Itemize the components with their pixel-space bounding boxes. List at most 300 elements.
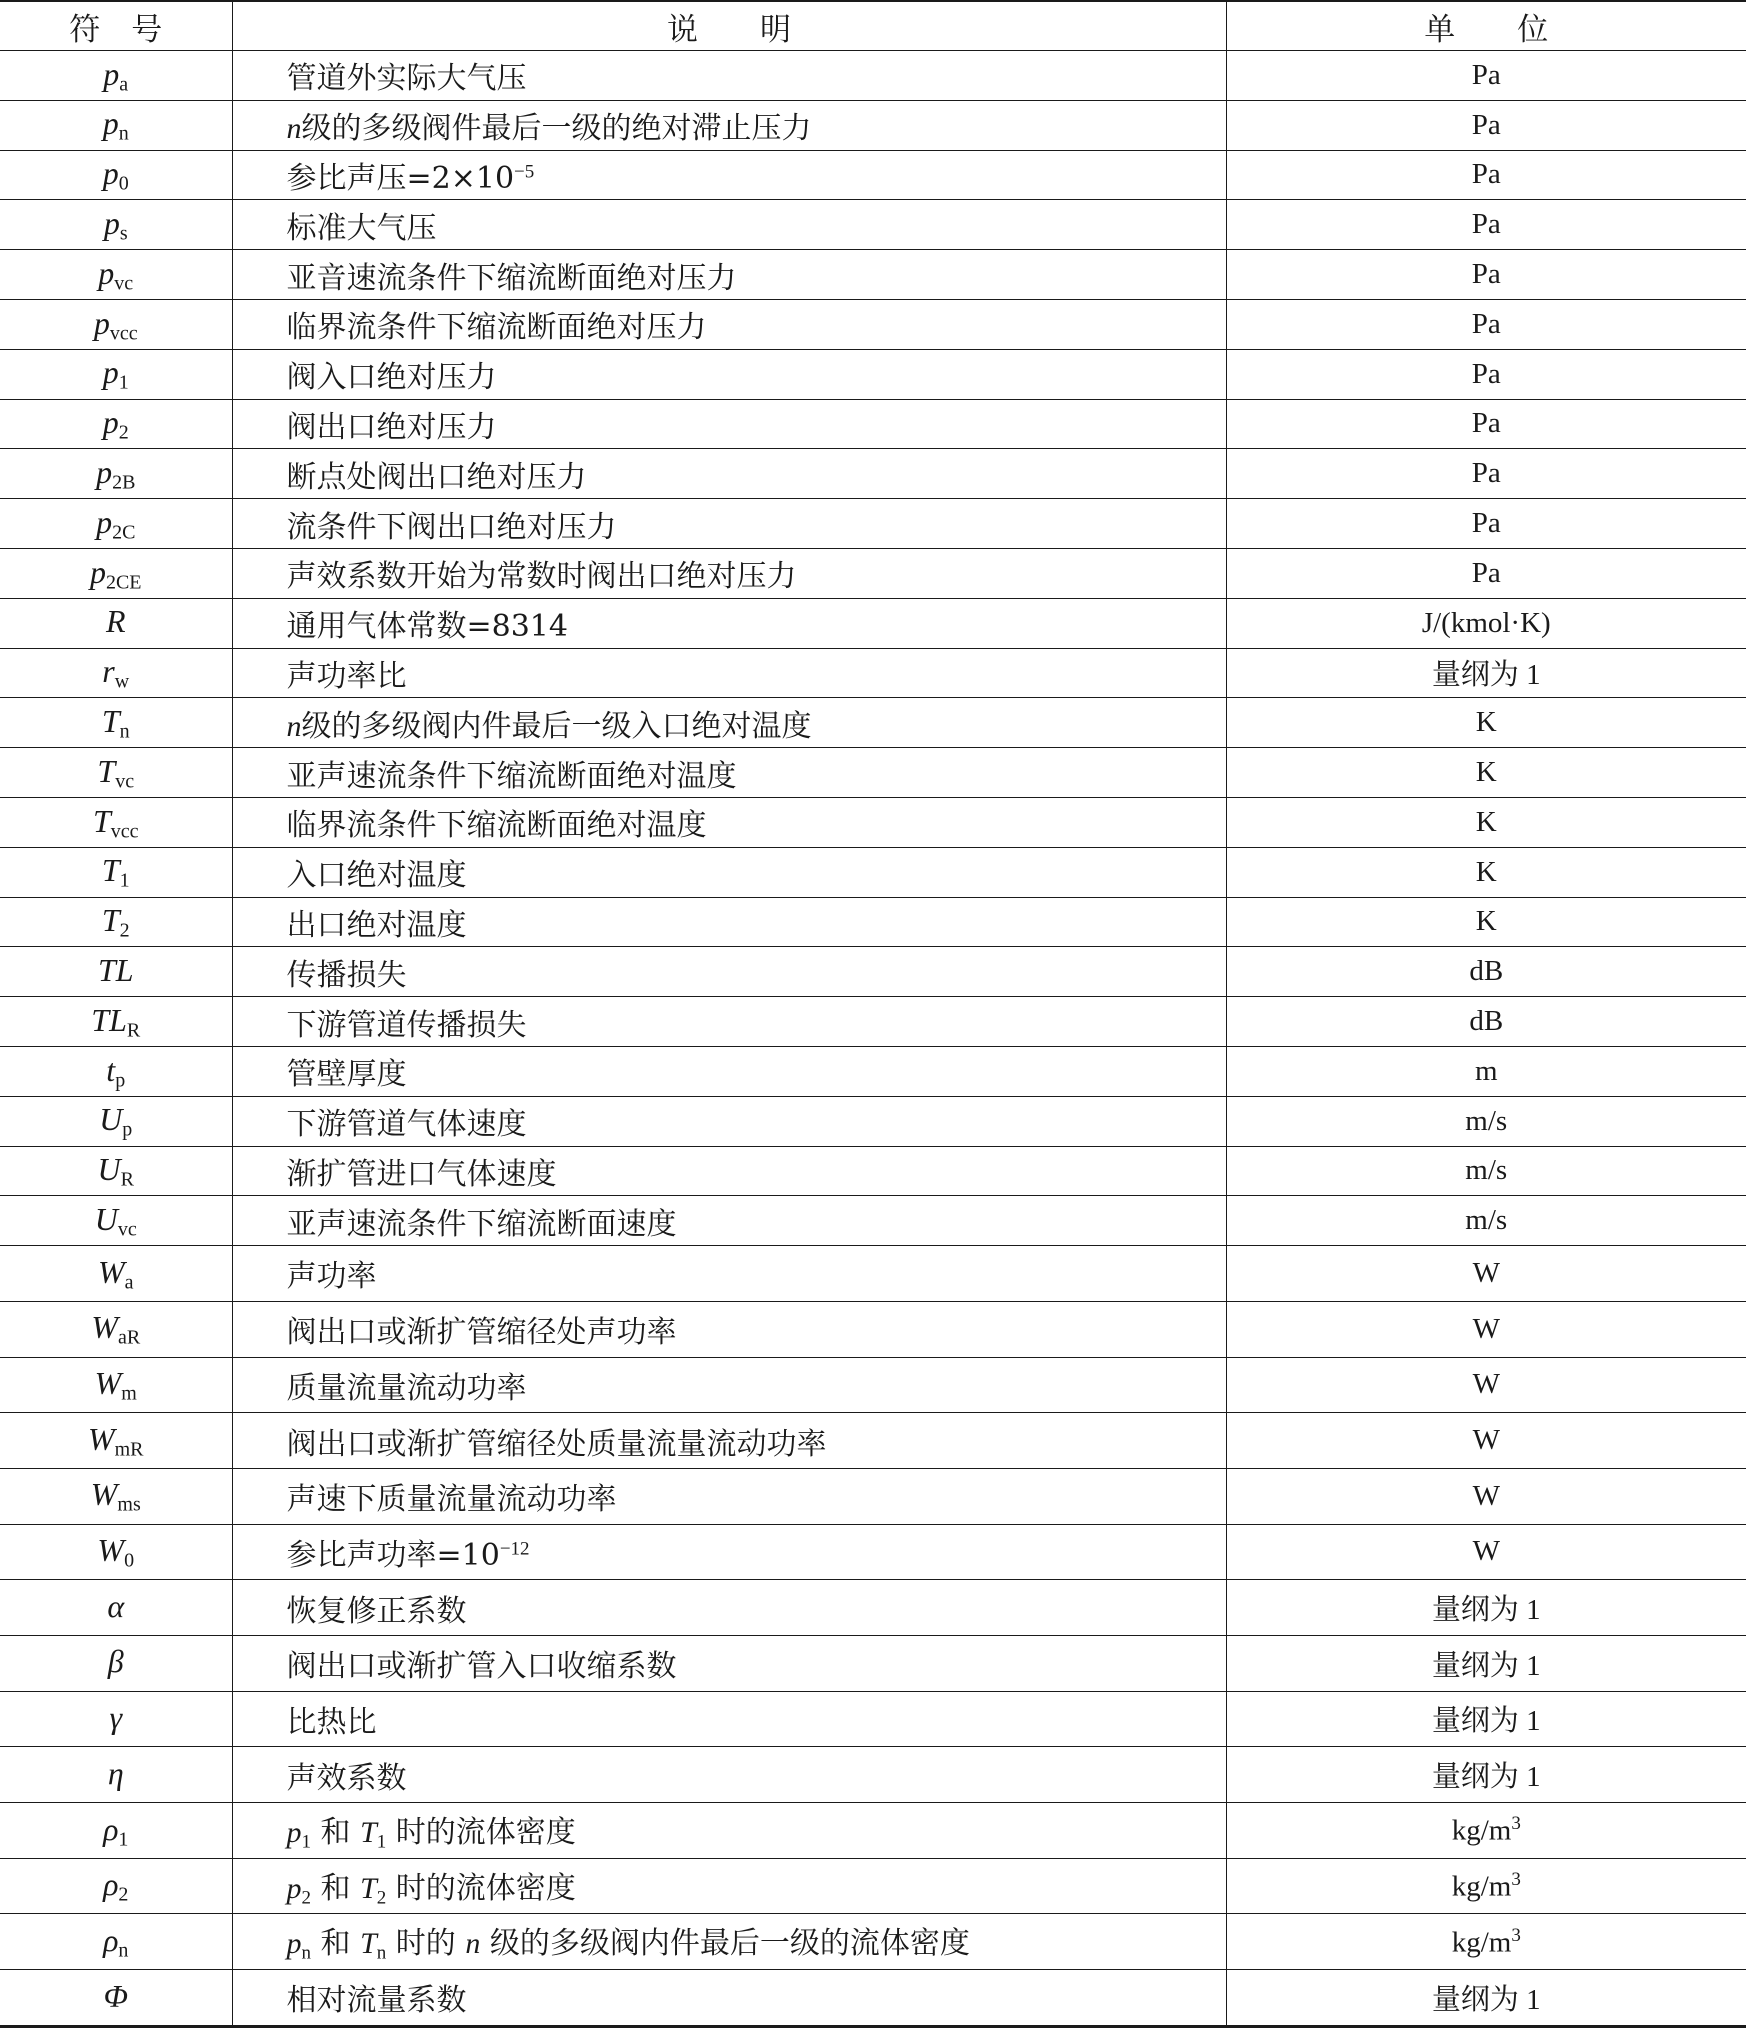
description-text: 阀入口绝对压力	[286, 360, 497, 396]
symbol-subscript: mR	[114, 1438, 144, 1461]
unit-cell	[1226, 1357, 1746, 1413]
description-cell	[232, 1858, 1226, 1914]
unit-text: K	[1475, 756, 1497, 789]
description-text: 亚声速流条件下缩流断面绝对温度	[286, 758, 737, 794]
description-cell	[232, 598, 1226, 648]
table-row	[0, 1914, 1746, 1970]
symbol-base: p	[102, 404, 119, 441]
symbol-subscript: m	[121, 1382, 137, 1405]
symbol-subscript: a	[124, 1271, 134, 1294]
symbol-base: p	[103, 204, 120, 241]
symbol-cell	[0, 150, 232, 200]
unit-text: kg/m	[1451, 1925, 1512, 1958]
unit-cell	[1226, 598, 1746, 648]
unit-cell	[1226, 1691, 1746, 1747]
description-text: 传播损失	[286, 957, 407, 993]
symbol-cell	[0, 299, 232, 349]
symbol-cell	[0, 797, 232, 847]
symbol-subscript: 1	[119, 869, 130, 892]
description-cell	[232, 1146, 1226, 1196]
description-text: 2	[376, 1887, 387, 1909]
table-row	[0, 1301, 1746, 1357]
symbol-cell	[0, 1196, 232, 1246]
unit-cell	[1226, 1970, 1746, 2027]
description-text: 1	[301, 1831, 311, 1853]
unit-text: W	[1472, 1479, 1500, 1512]
symbol-base: η	[107, 1754, 124, 1791]
symbol-cell	[0, 1301, 232, 1357]
unit-text: m/s	[1465, 1104, 1508, 1137]
symbol-base: p	[98, 254, 115, 291]
symbol-base: ρ	[103, 1921, 119, 1958]
symbol-base: p	[93, 304, 110, 341]
unit-text: K	[1475, 905, 1497, 938]
description-text: 恢复修正系数	[286, 1593, 467, 1629]
unit-cell	[1226, 1914, 1746, 1970]
unit-text: J/(kmol·K)	[1421, 606, 1551, 639]
unit-text: W	[1472, 1312, 1500, 1345]
description-cell	[232, 947, 1226, 997]
table-row	[0, 698, 1746, 748]
symbol-cell	[0, 548, 232, 598]
description-text: −5	[514, 161, 535, 183]
symbol-cell	[0, 947, 232, 997]
description-text: 1	[376, 1831, 387, 1853]
description-text: 和	[311, 1870, 361, 1906]
description-text: p	[286, 1871, 302, 1905]
description-cell	[232, 399, 1226, 449]
symbol-base: TL	[97, 951, 134, 988]
description-cell	[232, 51, 1226, 101]
unit-text: K	[1475, 706, 1497, 739]
unit-text: 量纲为 1	[1431, 1594, 1541, 1627]
symbol-subscript: vcc	[109, 322, 138, 345]
symbol-base: U	[99, 1101, 123, 1138]
description-cell	[232, 1914, 1226, 1970]
symbol-cell	[0, 1803, 232, 1859]
table-row	[0, 847, 1746, 897]
table-row	[0, 1524, 1746, 1580]
symbol-base: ρ	[103, 1866, 119, 1903]
unit-text: Pa	[1471, 258, 1501, 291]
symbol-cell	[0, 1146, 232, 1196]
symbol-base: T	[97, 752, 116, 789]
unit-text: Pa	[1471, 457, 1501, 490]
header-symbol: 符 号	[0, 1, 232, 51]
unit-cell	[1226, 1803, 1746, 1859]
description-cell	[232, 449, 1226, 499]
table-row	[0, 1747, 1746, 1803]
description-cell	[232, 1747, 1226, 1803]
unit-cell	[1226, 1146, 1746, 1196]
description-text: n	[301, 1943, 311, 1965]
unit-text: 量纲为 1	[1431, 1983, 1541, 2016]
unit-text: kg/m	[1451, 1870, 1512, 1903]
table-row	[0, 1146, 1746, 1196]
description-text: 和	[311, 1926, 361, 1962]
unit-text: Pa	[1471, 357, 1501, 390]
unit-text: m/s	[1465, 1204, 1508, 1237]
unit-text: Pa	[1471, 158, 1501, 191]
symbol-cell	[0, 51, 232, 101]
symbol-base: T	[101, 702, 120, 739]
symbol-cell	[0, 1468, 232, 1524]
description-cell	[232, 1096, 1226, 1146]
unit-cell	[1226, 100, 1746, 150]
description-text: 级的多级阀件最后一级的绝对滞止压力	[301, 111, 812, 147]
symbol-subscript: vc	[115, 770, 135, 793]
table-row	[0, 598, 1746, 648]
description-cell	[232, 997, 1226, 1047]
symbol-base: T	[92, 802, 111, 839]
unit-cell	[1226, 250, 1746, 300]
symbol-subscript: R	[126, 1019, 141, 1042]
unit-text: Pa	[1471, 507, 1501, 540]
symbol-cell	[0, 449, 232, 499]
symbol-subscript: n	[118, 1939, 129, 1962]
table-row	[0, 997, 1746, 1047]
description-text: 通用气体常数=8314	[286, 609, 568, 645]
unit-cell	[1226, 548, 1746, 598]
description-cell	[232, 1196, 1226, 1246]
description-cell	[232, 1046, 1226, 1096]
description-text: n	[465, 1927, 481, 1961]
symbol-base: p	[89, 553, 106, 590]
symbol-cell	[0, 897, 232, 947]
symbol-cell	[0, 1970, 232, 2027]
symbol-base: α	[107, 1587, 125, 1624]
unit-text: 量纲为 1	[1431, 659, 1541, 692]
table-row	[0, 1580, 1746, 1636]
symbol-cell	[0, 399, 232, 449]
description-text: 比热比	[286, 1704, 377, 1740]
description-text: 时的流体密度	[386, 1815, 576, 1850]
table-row	[0, 200, 1746, 250]
unit-cell	[1226, 399, 1746, 449]
unit-cell	[1226, 1747, 1746, 1803]
symbol-subscript: vc	[117, 1218, 137, 1241]
description-text: 管道外实际大气压	[286, 61, 527, 97]
unit-cell	[1226, 499, 1746, 549]
description-text: 2	[301, 1887, 311, 1909]
unit-text: W	[1472, 1424, 1500, 1457]
unit-cell	[1226, 1301, 1746, 1357]
symbol-cell	[0, 648, 232, 698]
description-text: 阀出口绝对压力	[286, 409, 497, 445]
symbol-subscript: s	[119, 222, 128, 245]
symbol-base: p	[102, 354, 119, 391]
description-cell	[232, 1413, 1226, 1469]
symbol-cell	[0, 1914, 232, 1970]
description-text: 声功率比	[286, 658, 407, 694]
description-text: 质量流量流动功率	[286, 1370, 527, 1406]
table-row	[0, 1196, 1746, 1246]
symbol-base: r	[102, 653, 115, 690]
unit-text: W	[1472, 1256, 1500, 1289]
description-text: T	[360, 1816, 377, 1849]
symbol-base: p	[102, 155, 119, 192]
unit-text: W	[1472, 1368, 1500, 1401]
description-cell	[232, 1970, 1226, 2027]
unit-cell	[1226, 299, 1746, 349]
description-text: 声效系数开始为常数时阀出口绝对压力	[286, 559, 797, 595]
symbol-base: U	[94, 1200, 118, 1237]
description-cell	[232, 1580, 1226, 1636]
symbol-cell	[0, 997, 232, 1047]
symbol-cell	[0, 1413, 232, 1469]
table-row	[0, 748, 1746, 798]
symbol-cell	[0, 1580, 232, 1636]
unit-cell	[1226, 648, 1746, 698]
description-cell	[232, 797, 1226, 847]
table-row	[0, 648, 1746, 698]
symbol-cell	[0, 1635, 232, 1691]
symbol-subscript: 2CE	[105, 571, 142, 594]
table-body	[0, 51, 1746, 2027]
symbol-cell	[0, 100, 232, 150]
description-text: n	[286, 112, 302, 146]
description-cell	[232, 1524, 1226, 1580]
symbol-base: T	[101, 852, 120, 889]
unit-text: m	[1474, 1054, 1498, 1087]
unit-cell	[1226, 1635, 1746, 1691]
unit-text: dB	[1469, 1005, 1504, 1038]
symbol-subscript: p	[115, 1069, 126, 1092]
description-text: 参比声功率=10	[286, 1537, 500, 1573]
unit-text: K	[1475, 805, 1497, 838]
table-row	[0, 1096, 1746, 1146]
description-cell	[232, 349, 1226, 399]
description-text: 声功率	[286, 1259, 377, 1295]
description-text: 级的多级阀内件最后一级的流体密度	[480, 1926, 970, 1962]
unit-cell	[1226, 1096, 1746, 1146]
description-cell	[232, 897, 1226, 947]
symbol-cell	[0, 250, 232, 300]
table-row	[0, 449, 1746, 499]
description-text: n	[286, 709, 302, 743]
description-text: 相对流量系数	[286, 1983, 467, 2019]
description-cell	[232, 499, 1226, 549]
unit-cell	[1226, 449, 1746, 499]
unit-cell	[1226, 797, 1746, 847]
symbol-base: U	[97, 1151, 121, 1188]
symbol-subscript: w	[114, 670, 130, 693]
symbol-base: TL	[91, 1001, 127, 1038]
table-row	[0, 1046, 1746, 1096]
table-row	[0, 548, 1746, 598]
description-cell	[232, 100, 1226, 150]
description-text: 级的多级阀内件最后一级入口绝对温度	[301, 708, 812, 744]
unit-text: 量纲为 1	[1431, 1761, 1541, 1794]
description-text: T	[360, 1927, 377, 1961]
description-cell	[232, 299, 1226, 349]
description-cell	[232, 648, 1226, 698]
description-cell	[232, 748, 1226, 798]
symbol-base: T	[101, 902, 120, 939]
symbol-subscript: aR	[117, 1326, 141, 1349]
symbol-subscript: 2	[118, 421, 129, 444]
description-cell	[232, 847, 1226, 897]
symbol-cell	[0, 598, 232, 648]
unit-cell	[1226, 847, 1746, 897]
table-row	[0, 1691, 1746, 1747]
table-row	[0, 1468, 1746, 1524]
description-text: 时的	[386, 1926, 466, 1962]
symbol-cell	[0, 748, 232, 798]
table-row	[0, 1803, 1746, 1859]
description-cell	[232, 1691, 1226, 1747]
description-text: 临界流条件下缩流断面绝对温度	[286, 808, 707, 844]
symbol-base: W	[91, 1309, 118, 1346]
table-row	[0, 1413, 1746, 1469]
description-text: 断点处阀出口绝对压力	[286, 459, 587, 495]
symbol-subscript: n	[119, 720, 130, 743]
symbol-base: W	[87, 1420, 115, 1457]
symbol-subscript: ms	[117, 1494, 141, 1517]
description-text: 阀出口或渐扩管缩径处质量流量流动功率	[286, 1426, 827, 1462]
symbol-subscript: 2C	[112, 521, 136, 544]
description-text: 参比声压=2×10	[286, 160, 515, 196]
unit-cell	[1226, 349, 1746, 399]
unit-text: 3	[1511, 1813, 1521, 1835]
symbol-subscript: 2	[118, 1883, 129, 1906]
description-cell	[232, 548, 1226, 598]
description-text: 亚声速流条件下缩流断面速度	[286, 1206, 677, 1242]
description-cell	[232, 1301, 1226, 1357]
symbol-cell	[0, 499, 232, 549]
description-cell	[232, 1635, 1226, 1691]
unit-cell	[1226, 51, 1746, 101]
description-text: 流条件下阀出口绝对压力	[286, 509, 617, 545]
unit-cell	[1226, 997, 1746, 1047]
unit-text: Pa	[1471, 208, 1501, 241]
description-text: 标准大气压	[286, 210, 437, 246]
table-row	[0, 51, 1746, 101]
table-row	[0, 250, 1746, 300]
symbol-cell	[0, 847, 232, 897]
table-row	[0, 897, 1746, 947]
symbol-base: p	[96, 453, 113, 490]
symbol-subscript: vc	[114, 272, 134, 295]
unit-text: dB	[1469, 955, 1504, 988]
unit-text: Pa	[1471, 307, 1501, 340]
symbol-base: Φ	[103, 1977, 128, 2014]
table-row	[0, 1858, 1746, 1914]
unit-cell	[1226, 150, 1746, 200]
table-row	[0, 100, 1746, 150]
table-row	[0, 150, 1746, 200]
description-cell	[232, 1803, 1226, 1859]
description-text: 下游管道传播损失	[286, 1007, 527, 1043]
symbol-cell	[0, 1858, 232, 1914]
symbol-cell	[0, 1524, 232, 1580]
symbol-base: W	[97, 1532, 125, 1569]
table-header-row	[0, 1, 1746, 51]
symbol-base: β	[107, 1643, 124, 1680]
unit-cell	[1226, 1858, 1746, 1914]
symbol-base: γ	[109, 1699, 123, 1736]
description-cell	[232, 200, 1226, 250]
symbol-cell	[0, 1357, 232, 1413]
unit-text: W	[1472, 1535, 1500, 1568]
table-row	[0, 1357, 1746, 1413]
description-text: p	[286, 1927, 302, 1961]
description-text: −12	[499, 1538, 530, 1560]
description-text: n	[376, 1943, 387, 1965]
unit-text: 3	[1511, 1924, 1521, 1946]
unit-cell	[1226, 1046, 1746, 1096]
unit-cell	[1226, 947, 1746, 997]
symbol-subscript: n	[118, 122, 129, 145]
unit-cell	[1226, 1468, 1746, 1524]
description-text: 阀出口或渐扩管入口收缩系数	[286, 1649, 677, 1685]
table-row	[0, 499, 1746, 549]
table-row	[0, 399, 1746, 449]
symbol-subscript: R	[120, 1168, 134, 1191]
unit-cell	[1226, 200, 1746, 250]
description-cell	[232, 250, 1226, 300]
table-row	[0, 797, 1746, 847]
symbol-subscript: vcc	[110, 820, 139, 843]
symbol-subscript: 1	[118, 1828, 129, 1851]
description-text: 下游管道气体速度	[286, 1107, 527, 1143]
unit-text: Pa	[1471, 407, 1501, 440]
symbol-subscript: 1	[118, 371, 129, 394]
unit-cell	[1226, 748, 1746, 798]
unit-text: 量纲为 1	[1431, 1649, 1541, 1682]
description-text: 临界流条件下缩流断面绝对压力	[286, 310, 707, 346]
description-text: 阀出口或渐扩管缩径处声功率	[286, 1315, 677, 1351]
symbol-subscript: 2B	[112, 471, 136, 494]
table-row	[0, 1635, 1746, 1691]
symbol-base: R	[105, 603, 126, 640]
symbol-cell	[0, 1246, 232, 1302]
unit-text: Pa	[1471, 108, 1501, 141]
description-text: 声效系数	[286, 1760, 407, 1796]
description-text: 和	[311, 1815, 361, 1850]
unit-cell	[1226, 1413, 1746, 1469]
unit-text: 3	[1511, 1868, 1521, 1890]
description-cell	[232, 1357, 1226, 1413]
table-row	[0, 299, 1746, 349]
symbol-subscript: 0	[118, 172, 129, 195]
description-cell	[232, 150, 1226, 200]
description-cell	[232, 1468, 1226, 1524]
symbol-base: ρ	[103, 1810, 119, 1847]
table-row	[0, 947, 1746, 997]
description-text: 入口绝对温度	[286, 858, 467, 894]
unit-text: Pa	[1471, 556, 1501, 589]
symbol-subscript: a	[119, 73, 129, 96]
symbol-subscript: p	[122, 1118, 133, 1141]
symbol-base: p	[96, 503, 113, 540]
table-row	[0, 1246, 1746, 1302]
description-text: 管壁厚度	[286, 1057, 407, 1093]
description-text: p	[286, 1816, 302, 1849]
unit-text: K	[1475, 855, 1497, 888]
symbol-cell	[0, 1747, 232, 1803]
description-text: 声速下质量流量流动功率	[286, 1482, 617, 1518]
symbol-cell	[0, 1046, 232, 1096]
description-text: 出口绝对温度	[286, 907, 467, 943]
symbol-base: W	[94, 1365, 122, 1402]
description-text: T	[360, 1871, 377, 1905]
symbol-base: W	[90, 1476, 118, 1513]
symbol-cell	[0, 1691, 232, 1747]
description-cell	[232, 698, 1226, 748]
symbol-base: p	[103, 55, 120, 92]
symbol-subscript: 2	[119, 919, 130, 942]
